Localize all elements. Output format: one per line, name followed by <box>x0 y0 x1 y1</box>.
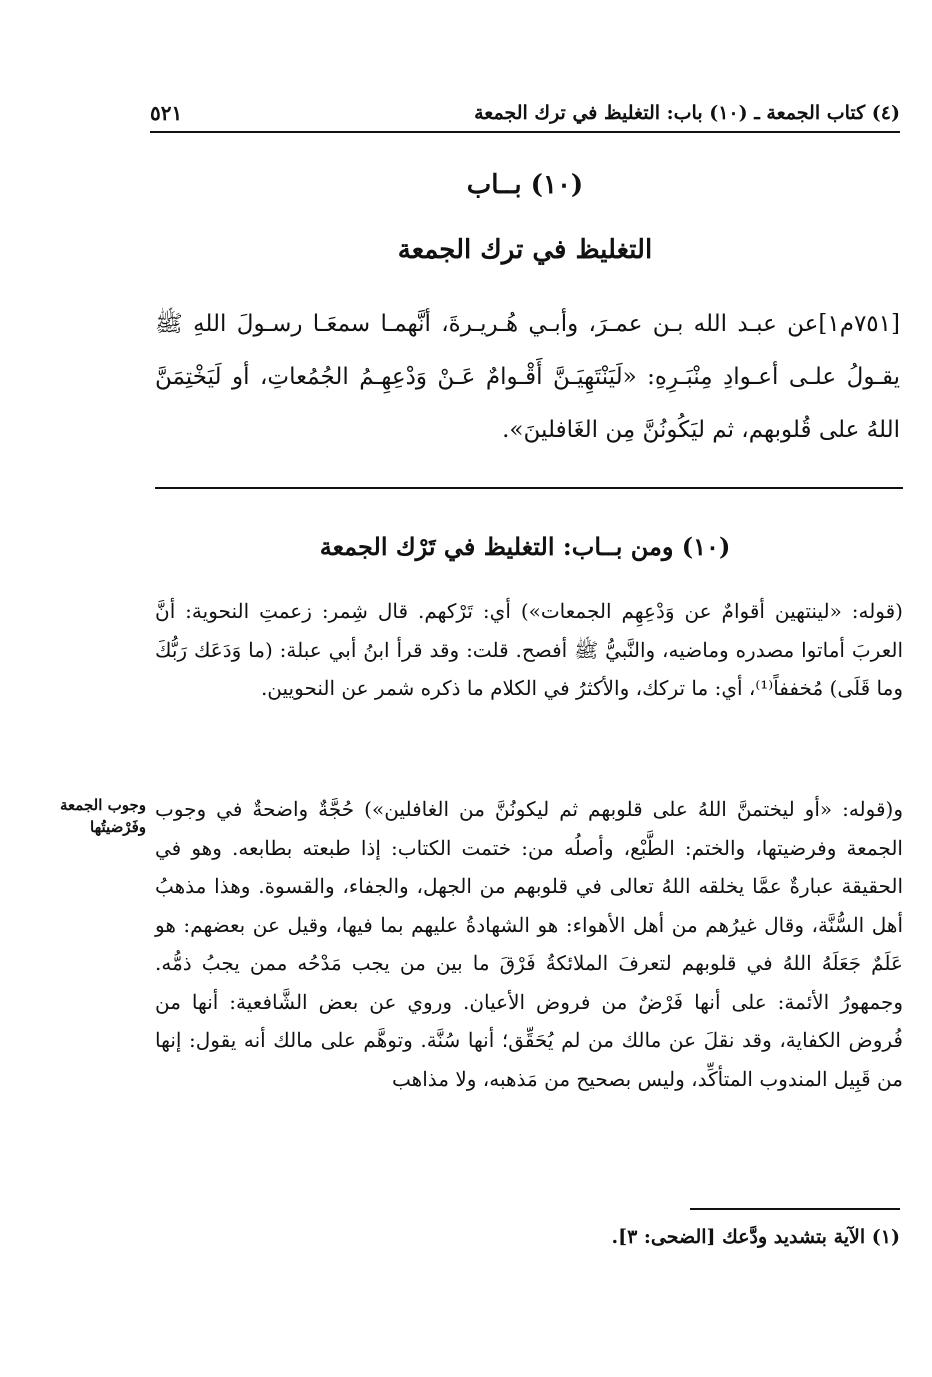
marginal-note: وجوب الجمعة وفَرْضيتُها <box>60 796 146 836</box>
footnote: (١) الآية بتشديد ودَّعك [الضحى: ٣]. <box>611 1226 900 1248</box>
page-number: ٥٢١ <box>150 101 183 125</box>
section-divider <box>155 487 903 489</box>
footnote-rule <box>690 1208 900 1210</box>
header-rule <box>150 131 900 133</box>
chapter-subheading: التغليظ في ترك الجمعة <box>397 235 653 265</box>
hadith-text: [٧٥١م١]عن عبـد الله بـن عمـرَ، وأبـي هُـريـرةَ، أنَّهمـا سمعَـا رسـولَ اللهِ ﷺ يقـولُ علـى أعـوادِ مِنْبَـرِهِ: «لَيَنْتَهِيَـنَّ أَقْـوامٌ عَـنْ وَدْعِهِـمُ الجُمُعاتِ، أو لَيَخْتِمَنَّ اللهُ على قُلوبهم، ثم ليَكُونُنَّ مِن الغَافلينَ». <box>155 311 900 443</box>
commentary-title: (١٠) ومن بــاب: التغليظ في تَرْك الجمعة <box>319 532 731 561</box>
commentary-paragraph: و(قوله: «أو ليختمنَّ اللهُ على قلوبهم ثم ليكونُنَّ من الغافلين») حُجَّةٌ واضحةٌ في وجوب الجمعة وفرضيتها، والختم: الطَّبْع، وأصلُه من: ختمت الكتاب: إذا طبعته بطابعه. وهو في الحقيقة عبارةٌ عمَّا يخلقه اللهُ تعالى في قلوبهم من الجهل، والجفاء، والقسوة. وهذا مذهبُ أهل السُّنَّة، وقال غيرُهم من أهل الأهواء: هو الشهادةُ عليهم بما فيها، وقيل عن بعضهم: هو عَلَمٌ جَعَلَهُ اللهُ في قلوبهم لتعرفَ الملائكةُ فَرْقَ ما بين من يجب مَدْحُه ممن يجبُ ذمُّه. وجمهورُ الأئمة: على أنها فَرْضٌ من فروض الأعيان. وروي عن بعض الشَّافعية: أنها من فُروض الكفاية، وقد نقلَ عن مالك من لم يُحَقِّق؛ أنها سُنَّة. وتوهَّم على مالك أنه يقول: إنها من قَبِيل المندوب المتأكِّد، وليس بصحيح من مَذهبه، ولا مذاهب <box>155 797 903 1091</box>
chapter-heading: (١٠) بــاب <box>466 170 584 200</box>
running-title: (٤) كتاب الجمعة ـ (١٠) باب: التغليظ في ترك الجمعة <box>474 102 900 124</box>
running-header <box>150 98 900 128</box>
commentary-paragraph: (قوله: «لينتهين أقوامٌ عن وَدْعِهِم الجمعات») أي: تَرْكهم. قال شِمر: زعمتِ النحوية: أنَّ العربَ أماتوا مصدره وماضيه، والنَّبيُّ ﷺ أفصح. قلت: وقد قرأ ابنُ أبي عبلة: (ما وَدَعَك رَبُّكَ وما قَلَى) مُخففاً⁽¹⁾، أي: ما تركك، والأكثرُ في الكلام ما ذكره شمر عن النحويين. <box>155 599 903 700</box>
